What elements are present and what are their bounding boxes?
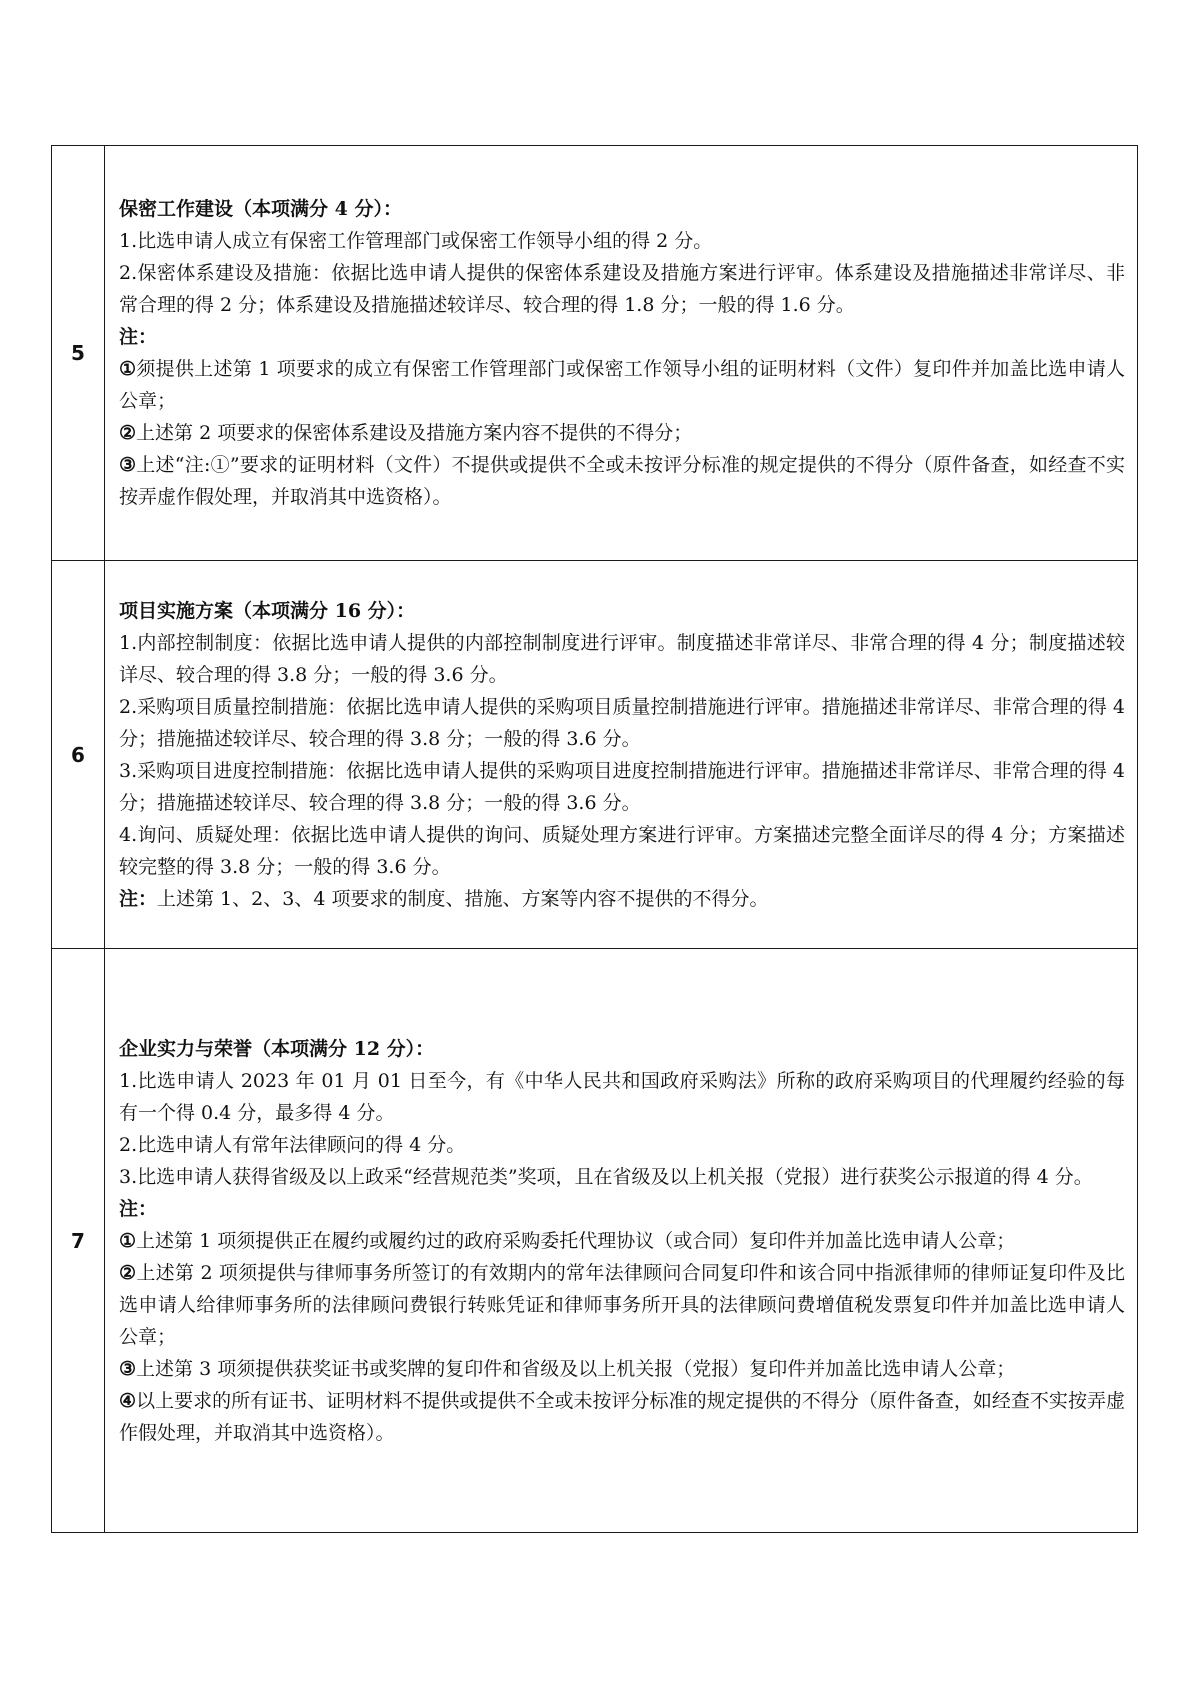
note-text: 须提供上述第 1 项要求的成立有保密工作管理部门或保密工作领导小组的证明材料（文件）复印件并加盖比选申请人公章； (119, 358, 1125, 412)
note-text: 上述第 1 项须提供正在履约或履约过的政府采购委托代理协议（或合同）复印件并加盖比选申请人公章； (136, 1229, 1016, 1252)
note-label: 注： (119, 887, 158, 910)
criterion-heading: 项目实施方案（本项满分 16 分）： (119, 599, 416, 622)
table-row (52, 146, 1138, 561)
note-marker: ② (119, 422, 137, 444)
table-row (52, 949, 1138, 1533)
criterion-item: 2.保密体系建设及措施：依据比选申请人提供的保密体系建设及措施方案进行评审。体系建设及措施描述非常详尽、非常合理的得 2 分；体系建设及措施描述较详尽、较合理的得 1.8 分；一般的得 1.6 分。 (119, 262, 1125, 316)
note-marker: ① (119, 358, 137, 380)
criterion-item: 3.比选申请人获得省级及以上政采“经营规范类”奖项，且在省级及以上机关报（党报）进行获奖公示报道的得 4 分。 (119, 1165, 1093, 1188)
criterion-heading: 企业实力与荣誉（本项满分 12 分）： (119, 1037, 435, 1060)
row-number: 6 (52, 561, 105, 949)
note-item (119, 1385, 1125, 1449)
criterion-item: 4.询问、质疑处理：依据比选申请人提供的询问、质疑处理方案进行评审。方案描述完整全面详尽的得 4 分；方案描述较完整的得 3.8 分；一般的得 3.6 分。 (119, 823, 1125, 878)
row-number: 7 (52, 949, 105, 1533)
criterion-heading: 保密工作建设（本项满分 4 分）： (119, 198, 402, 220)
table-row (52, 561, 1138, 949)
row-number: 5 (52, 146, 105, 561)
note-text: 以上要求的所有证书、证明材料不提供或提供不全或未按评分标准的规定提供的不得分（原件备查，如经查不实按弄虚作假处理，并取消其中选资格）。 (119, 1389, 1125, 1444)
note-item (119, 1353, 1125, 1385)
note-marker: ④ (119, 1389, 137, 1412)
row-content (105, 949, 1138, 1533)
criterion-item: 1.内部控制制度：依据比选申请人提供的内部控制制度进行评审。制度描述非常详尽、非常合理的得 4 分；制度描述较详尽、较合理的得 3.8 分；一般的得 3.6 分。 (119, 631, 1125, 686)
criterion-item: 1.比选申请人 2023 年 01 月 01 日至今，有《中华人民共和国政府采购法》所称的政府采购项目的代理履约经验的每有一个得 0.4 分，最多得 4 分。 (119, 1069, 1125, 1124)
criterion-item: 2.采购项目质量控制措施：依据比选申请人提供的采购项目质量控制措施进行评审。措施描述非常详尽、非常合理的得 4 分；措施描述较详尽、较合理的得 3.8 分；一般的得 3.6 分。 (119, 695, 1125, 750)
note-item (119, 1225, 1125, 1257)
criterion-item: 2.比选申请人有常年法律顾问的得 4 分。 (119, 1133, 466, 1156)
note-text: 上述“注:①”要求的证明材料（文件）不提供或提供不全或未按评分标准的规定提供的不得分（原件备查，如经查不实按弄虚作假处理，并取消其中选资格）。 (119, 454, 1125, 508)
note-label: 注： (119, 326, 158, 348)
criterion-item: 3.采购项目进度控制措施：依据比选申请人提供的采购项目进度控制措施进行评审。措施描述非常详尽、非常合理的得 4 分；措施描述较详尽、较合理的得 3.8 分；一般的得 3.6 分。 (119, 759, 1125, 814)
note-item (119, 417, 1125, 449)
note-item (119, 449, 1125, 513)
note-marker: ③ (119, 1357, 137, 1380)
note-text: 上述第 2 项须提供与律师事务所签订的有效期内的常年法律顾问合同复印件和该合同中指派律师的律师证复印件及比选申请人给律师事务所的法律顾问费银行转账凭证和律师事务所开具的法律顾问费增值税发票复印件并加盖比选申请人公章； (119, 1261, 1125, 1348)
note-item (119, 883, 1125, 915)
note-text: 上述第 3 项须提供获奖证书或奖牌的复印件和省级及以上机关报（党报）复印件并加盖比选申请人公章； (136, 1357, 1016, 1380)
note-label: 注： (119, 1197, 158, 1220)
row-content (105, 146, 1138, 561)
note-item (119, 353, 1125, 417)
note-item (119, 1257, 1125, 1353)
note-marker: ② (119, 1261, 137, 1284)
note-marker: ① (119, 1229, 137, 1252)
scoring-table (51, 145, 1138, 1533)
criterion-item: 1.比选申请人成立有保密工作管理部门或保密工作领导小组的得 2 分。 (119, 230, 713, 252)
note-marker: ③ (119, 454, 137, 476)
note-text: 上述第 2 项要求的保密体系建设及措施方案内容不提供的不得分； (136, 422, 693, 444)
note-text: 上述第 1、2、3、4 项要求的制度、措施、方案等内容不提供的不得分。 (157, 887, 769, 910)
row-content (105, 561, 1138, 949)
